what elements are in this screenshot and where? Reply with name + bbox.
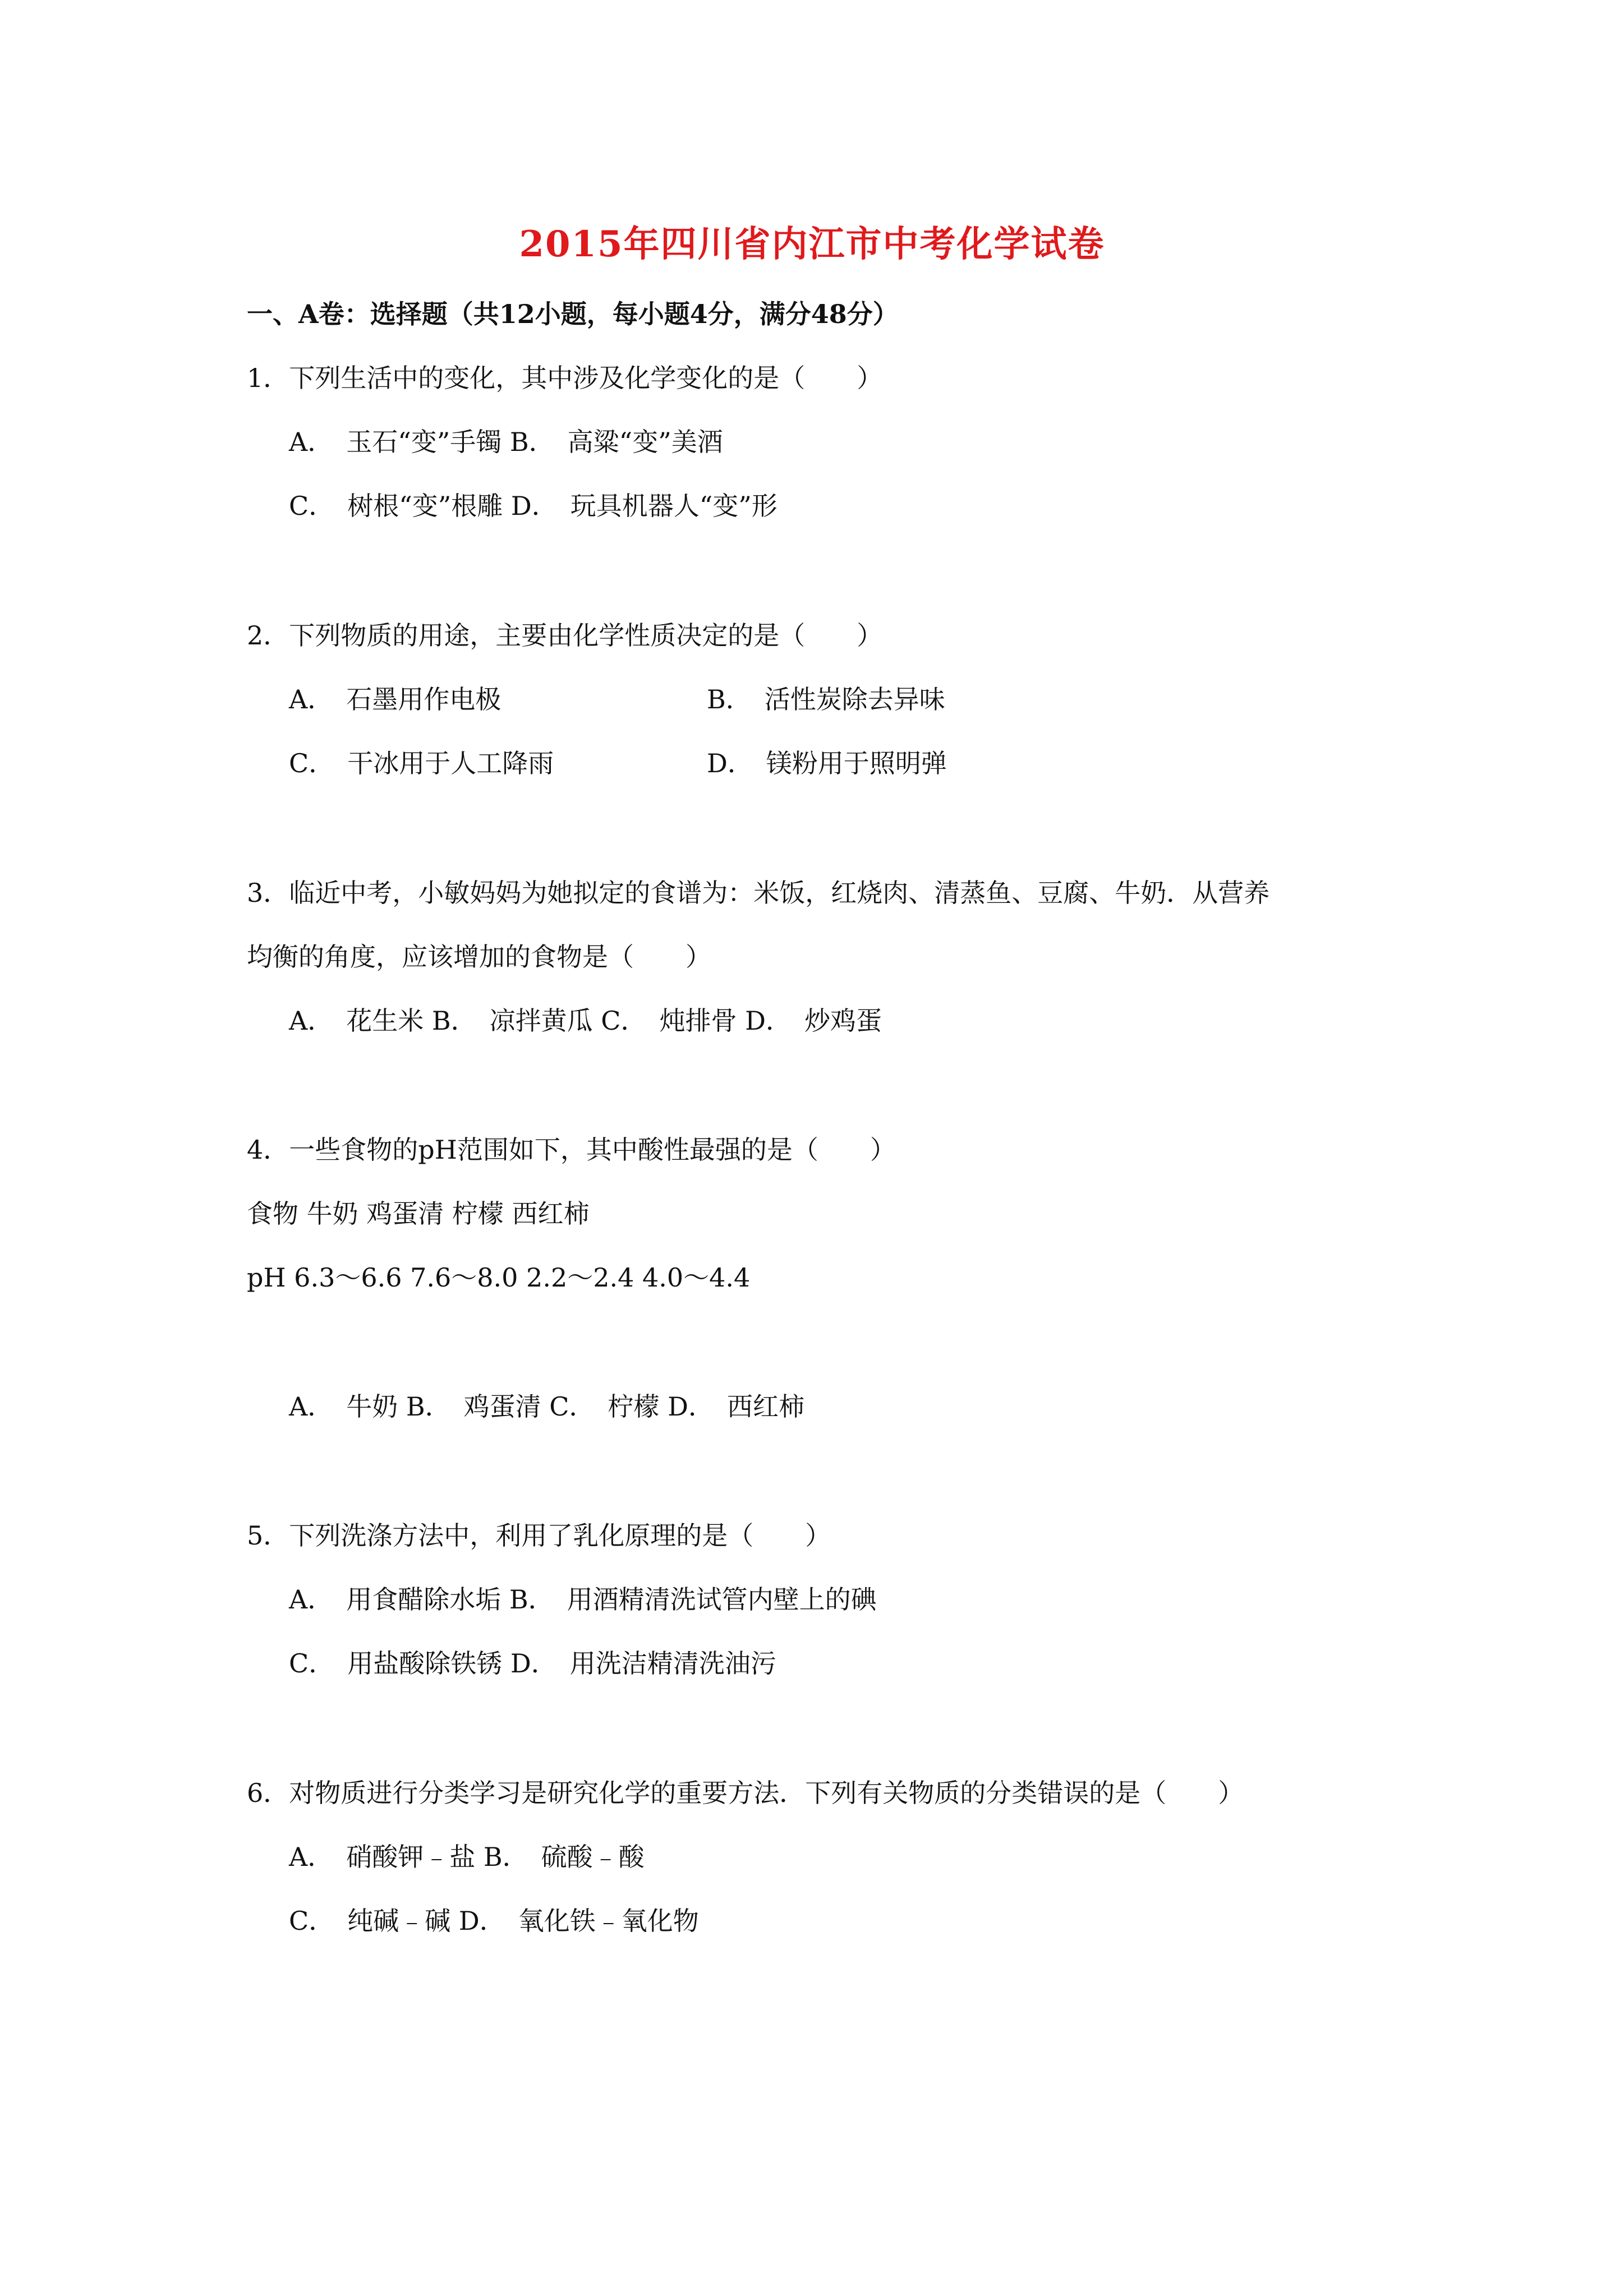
question-2-stem: 2．下列物质的用途，主要由化学性质决定的是（ ）	[247, 620, 883, 651]
question-1-stem: 1．下列生活中的变化，其中涉及化学变化的是（ ）	[247, 363, 883, 393]
question-1-options-row-2: C． 树根“变”根雕 D． 玩具机器人“变”形	[289, 491, 778, 521]
ph-table-food-row: 食物 牛奶 鸡蛋清 柠檬 西红柿	[247, 1198, 590, 1229]
question-3-stem-line-1: 3．临近中考，小敏妈妈为她拟定的食谱为：米饭，红烧肉、清蒸鱼、豆腐、牛奶．从营养	[247, 878, 1270, 908]
question-5-stem: 5．下列洗涤方法中，利用了乳化原理的是（ ）	[247, 1520, 831, 1551]
question-1-options-row-1: A． 玉石“变”手镯 B． 高粱“变”美酒	[289, 427, 723, 457]
question-4-stem: 4．一些食物的pH范围如下，其中酸性最强的是（ ）	[247, 1135, 896, 1165]
question-6-stem: 6．对物质进行分类学习是研究化学的重要方法．下列有关物质的分类错误的是（ ）	[247, 1778, 1244, 1808]
question-2-option-a: A． 石墨用作电极	[289, 684, 502, 714]
question-5-options-row-1: A． 用食醋除水垢 B． 用酒精清洗试管内壁上的碘	[289, 1584, 877, 1615]
exam-title: 2015年四川省内江市中考化学试卷	[519, 223, 1105, 265]
question-2-option-d: D． 镁粉用于照明弹	[707, 748, 947, 778]
question-4-options-row: A． 牛奶 B． 鸡蛋清 C． 柠檬 D． 西红柿	[289, 1391, 804, 1422]
question-6-options-row-2: C． 纯碱﹣碱 D． 氧化铁﹣氧化物	[289, 1906, 699, 1936]
question-5-options-row-2: C． 用盐酸除铁锈 D． 用洗洁精清洗油污	[289, 1648, 776, 1679]
section-heading: 一、A卷：选择题（共12小题，每小题4分，满分48分）	[247, 299, 899, 329]
question-2-option-c: C． 干冰用于人工降雨	[289, 748, 554, 778]
question-6-options-row-1: A． 硝酸钾﹣盐 B． 硫酸﹣酸	[289, 1842, 645, 1872]
question-3-options-row: A． 花生米 B． 凉拌黄瓜 C． 炖排骨 D． 炒鸡蛋	[289, 1006, 882, 1036]
ph-table-ph-row: pH 6.3～6.6 7.6～8.0 2.2～2.4 4.0～4.4	[247, 1262, 751, 1293]
question-2-option-b: B． 活性炭除去异味	[707, 684, 945, 714]
question-3-stem-line-2: 均衡的角度，应该增加的食物是（ ）	[247, 942, 711, 972]
